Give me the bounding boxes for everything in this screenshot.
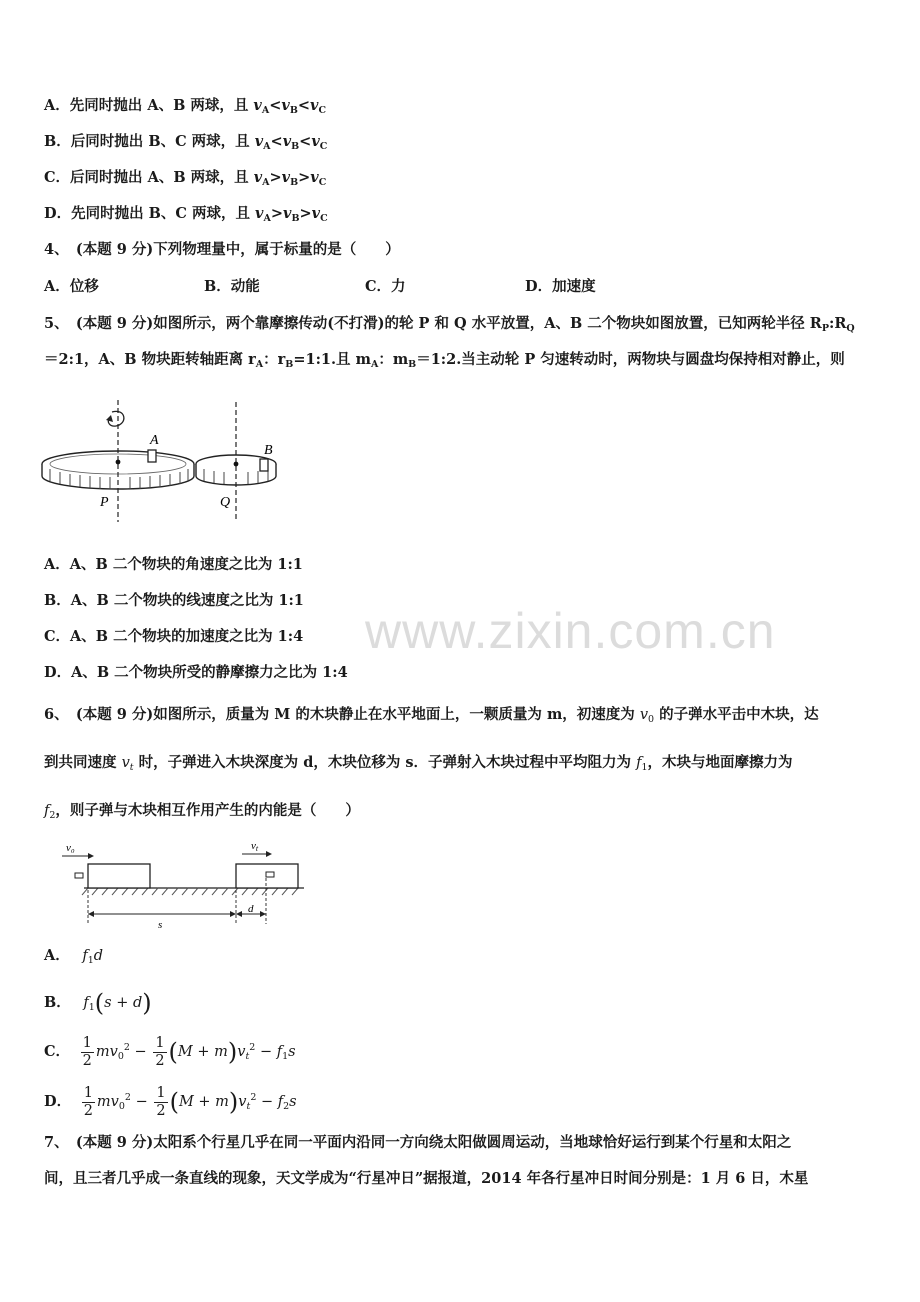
watermark: www.zixin.com.cn — [365, 603, 776, 659]
q6-stem-line3: $f_2$，则子弹与木块相互作用产生的内能是（ ） — [44, 802, 360, 821]
q4-option-d: D．加速度 — [525, 278, 596, 295]
q6-option-d: D． $\frac{1}{2}$ $mv_0^2$ − $\frac{1}{2}$ $(M + m)v_t^2 - f_2s$ — [44, 1084, 297, 1119]
embedded-bullet — [266, 872, 274, 877]
q6-option-a: A． $f_1d$ — [44, 947, 104, 966]
label-vt: vt — [251, 840, 259, 853]
q5-option-d: D．A、B 二个物块所受的静摩擦力之比为 1:4 — [44, 664, 348, 681]
q5-wheels-figure — [40, 398, 300, 528]
q6-option-b: B． $f_1(s + d)$ — [44, 989, 152, 1017]
block-initial — [88, 864, 150, 888]
block-a — [148, 450, 156, 462]
q7-line1: 7、 (本题 9 分)太阳系个行星几乎在同一平面内沿同一方向绕太阳做圆周运动，当地球恰好运行到某个行星和太阳之 — [44, 1134, 792, 1151]
bullet — [75, 873, 83, 878]
q6-stem-line2: 到共同速度 $v_t$ 时，子弹进入木块深度为 d，木块位移为 s．子弹射入木块过程中平均阻力为 $f_1$，木块与地面摩擦力为 — [44, 754, 793, 773]
q3-option-a: A．先同时抛出 A、B 两球，且 $v_A<v_B<v_C$ — [44, 97, 327, 116]
label-v0: v₀ — [66, 842, 75, 854]
label-a: A — [150, 433, 159, 448]
q5-stem-line2: ＝2:1，A、B 物块距转轴距离 $r_A$：$r_B=1:1$.且 $m_A$：$m_B=1:2$.当主动轮 P 匀速转动时，两物块与圆盘均保持相对静止，则 — [44, 351, 845, 370]
q5-option-a: A．A、B 二个物块的角速度之比为 1:1 — [44, 556, 303, 573]
label-s: s — [158, 919, 163, 930]
label-q: Q — [220, 495, 231, 510]
q4-option-c: C．力 — [365, 278, 406, 295]
q4-option-b: B．动能 — [204, 278, 260, 295]
q5-stem-line1: 5、 (本题 9 分)如图所示，两个靠摩擦传动(不打滑)的轮 P 和 Q 水平放置，A、B 二个物块如图放置，已知两轮半径 $R_P:R_Q$ — [44, 315, 855, 334]
q6-option-c: C． $\frac{1}{2}$ $mv_0^2$ − $\frac{1}{2}$ $(M + m)v_t^2 - f_1s$ — [44, 1034, 296, 1069]
q5-option-b: B．A、B 二个物块的线速度之比为 1:1 — [44, 592, 304, 609]
q3-option-c: C．后同时抛出 A、B 两球，且 $v_A>v_B>v_C$ — [44, 169, 327, 188]
label-p: P — [100, 495, 109, 510]
q6-stem-line1: 6、 (本题 9 分)如图所示，质量为 M 的木块静止在水平地面上，一颗质量为 m，初速度为 $v_0$ 的子弹水平击中木块，达 — [44, 706, 819, 725]
block-b — [260, 459, 268, 471]
q7-line2: 间，且三者几乎成一条直线的现象，天文学成为“行星冲日”据报道，2014 年各行星冲日时间分别是：1 月 6 日，木星 — [44, 1170, 809, 1187]
q6-block-figure — [48, 838, 318, 930]
q3-option-d: D．先同时抛出 B、C 两球，且 $v_A>v_B>v_C$ — [44, 205, 328, 224]
q3-option-b: B．后同时抛出 B、C 两球，且 $v_A<v_B<v_C$ — [44, 133, 328, 152]
q5-option-c: C．A、B 二个物块的加速度之比为 1:4 — [44, 628, 304, 645]
q4-option-a: A．位移 — [44, 278, 99, 295]
q4-stem: 4、 (本题 9 分)下列物理量中，属于标量的是（ ） — [44, 241, 400, 258]
label-d: d — [248, 903, 254, 915]
label-b: B — [264, 443, 273, 458]
